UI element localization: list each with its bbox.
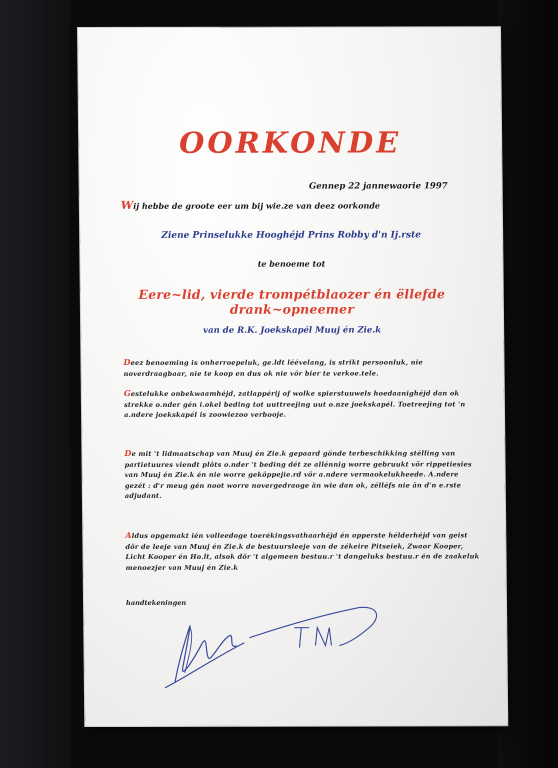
certificate-date: Gennep 22 jannewaorie 1997	[308, 181, 448, 192]
paragraph-2	[124, 387, 480, 420]
paragraph-2-initial: G	[123, 387, 131, 398]
paragraph-4-text: ldus opgemakt ién volleedoge toerékingsvathaarhéjd én opperste hélderhéjd van geist dör de leeje van Muuj én Zie.k de bestuursleeje van de zékeire Pitseiek, Zwaor Kooper, Licht Kooper én Ho.lt, alsok dör 't algemeen bestuu.r 't dangeluks bestuu.r én de zaakeluk menoezjer van Muuj én Zie.k	[125, 531, 480, 572]
paragraph-3-text: e mit 't lidmaatschap van Muuj én Zie.k gepaard gönde terbeschikking stélling van partietuures viendt plôts o.nder 't beding dét ze allénnig worre gebruukt vör rippetiesies van Muuj én Zie.k én nie worre geköppejie.rd vör a.ndere vermaokelukheede. A.ndere gezét : d'r meug gén noot worre novergedraoge än wie dan ok, zélléfs nie än d'n e.rste adjudant.	[124, 449, 472, 500]
prince-name: Ziene Prinselukke Hooghéjd Prins Robby d'n Ij.rste	[161, 230, 421, 241]
signatures-label: handtekeningen	[125, 598, 187, 607]
club-name: van de R.K. Joekskapél Muuj én Zie.k	[203, 325, 382, 336]
intro-initial: W	[120, 198, 134, 212]
intro-line	[121, 198, 380, 211]
paragraph-3	[124, 447, 481, 501]
paragraph-2-text: estelukke onbekwaamhéjd, zatlappérij of wolke spierstuuwels hoedaanighéjd dan ok strekke o.nder gén i.okel beding tot uuttreejing uut o.nze joekskapél. Toetreejing tot 'n a.ndere joekskapél is zoowiezoo verbooje.	[123, 389, 466, 419]
certificate-title: OORKONDE	[178, 125, 402, 160]
background-wall-right	[498, 0, 558, 768]
paragraph-4-initial: A	[125, 529, 132, 540]
intro-text: ij hebbe de groote eer um bij wie.ze van deez oorkonde	[133, 200, 381, 211]
paragraph-3-initial: D	[124, 447, 132, 458]
paragraph-1-initial: D	[123, 356, 131, 367]
paragraph-1-text: eez benoeming is onherroepeluk, ge.ldt léévelang, is strikt persoonluk, nie noverdraagbaar, nie te koop en dus ok nie vör bier te verkoe.tele.	[123, 358, 423, 378]
certificate-content	[78, 27, 507, 726]
honor-title: Eere~lid, vierde trompétblaozer én ëllefde drank~opneemer	[138, 286, 446, 317]
certificate-paper	[78, 27, 507, 726]
paragraph-4	[125, 529, 481, 573]
paragraph-1	[123, 356, 479, 379]
signature-3	[289, 618, 359, 658]
background-wall-left	[0, 0, 70, 768]
appoint-line: te benoeme tot	[257, 258, 326, 269]
